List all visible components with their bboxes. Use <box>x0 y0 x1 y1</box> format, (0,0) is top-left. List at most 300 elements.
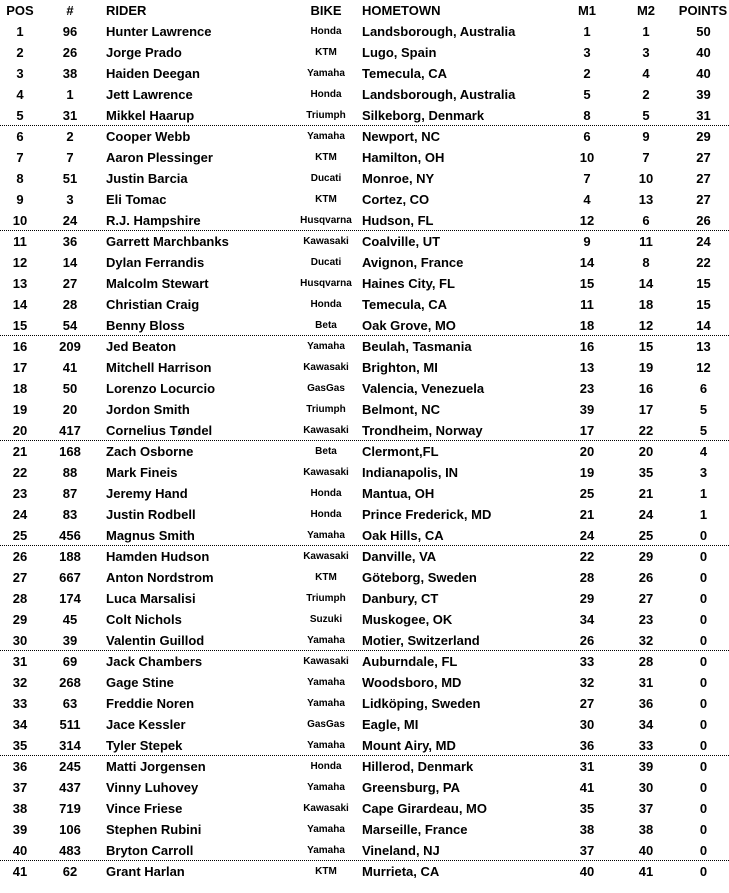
pos-cell: 37 <box>12 780 28 795</box>
number-cell: 83 <box>62 507 78 522</box>
header-row <box>0 0 729 21</box>
bike-cell: KTM <box>315 572 337 583</box>
number-cell: 667 <box>59 570 81 585</box>
bike-cell: Kawasaki <box>303 467 349 478</box>
table-row <box>0 21 729 42</box>
hometown-cell: Eagle, MI <box>362 717 419 732</box>
m1-cell: 26 <box>579 633 595 648</box>
bike-cell: Kawasaki <box>303 803 349 814</box>
hometown-cell: Hillerod, Denmark <box>362 759 474 774</box>
rider-cell: Mikkel Haarup <box>106 108 195 123</box>
hometown-cell: Landsborough, Australia <box>362 24 516 39</box>
m1-cell: 25 <box>579 486 595 501</box>
points-cell: 0 <box>699 633 708 648</box>
points-cell: 3 <box>699 465 708 480</box>
points-cell: 22 <box>696 255 711 270</box>
m1-cell: 37 <box>579 843 595 858</box>
points-cell: 0 <box>699 549 708 564</box>
pos-cell: 15 <box>12 318 28 333</box>
bike-cell: Yamaha <box>307 341 345 352</box>
points-cell: 0 <box>699 591 708 606</box>
points-cell: 0 <box>699 696 708 711</box>
pos-cell: 1 <box>16 24 24 39</box>
bike-cell: Yamaha <box>307 677 345 688</box>
m1-cell: 7 <box>583 171 591 186</box>
table-row <box>0 588 729 609</box>
m2-cell: 30 <box>638 780 654 795</box>
table-row <box>0 357 729 378</box>
m2-cell: 25 <box>638 528 654 543</box>
bike-cell: Yamaha <box>307 740 345 751</box>
number-cell: 2 <box>66 129 74 144</box>
m2-cell: 12 <box>638 318 654 333</box>
rider-cell: Mitchell Harrison <box>106 360 212 375</box>
points-cell: 0 <box>699 801 708 816</box>
bike-cell: Yamaha <box>307 131 345 142</box>
m2-cell: 28 <box>638 654 654 669</box>
table-row <box>0 63 729 84</box>
m1-cell: 13 <box>579 360 595 375</box>
rider-cell: Zach Osborne <box>106 444 194 459</box>
m1-cell: 24 <box>579 528 595 543</box>
points-cell: 50 <box>696 24 711 39</box>
pos-cell: 38 <box>12 801 28 816</box>
points-cell: 0 <box>699 675 708 690</box>
bike-cell: GasGas <box>307 719 345 730</box>
m2-cell: 20 <box>638 444 654 459</box>
m1-cell: 41 <box>579 780 595 795</box>
hometown-cell: Oak Grove, MO <box>362 318 456 333</box>
hometown-cell: Beulah, Tasmania <box>362 339 472 354</box>
bike-cell: Honda <box>310 509 342 520</box>
number-cell: 168 <box>59 444 81 459</box>
number-cell: 417 <box>59 423 81 438</box>
points-cell: 12 <box>696 360 711 375</box>
bike-cell: Yamaha <box>307 824 345 835</box>
header-hometown: HOMETOWN <box>362 3 441 18</box>
rider-cell: Matti Jorgensen <box>106 759 206 774</box>
rider-cell: Jace Kessler <box>106 717 186 732</box>
table-row <box>0 693 729 714</box>
table-row <box>0 735 729 756</box>
rider-cell: Jed Beaton <box>106 339 177 354</box>
pos-cell: 27 <box>12 570 28 585</box>
hometown-cell: Mantua, OH <box>362 486 435 501</box>
hometown-cell: Lidköping, Sweden <box>362 696 481 711</box>
bike-cell: Ducati <box>310 173 342 184</box>
header-m2: M2 <box>636 3 656 18</box>
m1-cell: 2 <box>583 66 591 81</box>
points-cell: 0 <box>699 738 708 753</box>
m2-cell: 22 <box>638 423 654 438</box>
table-row <box>0 84 729 105</box>
bike-cell: Husqvarna <box>300 278 352 289</box>
table-row <box>0 420 729 441</box>
m2-cell: 35 <box>638 465 654 480</box>
m2-cell: 15 <box>638 339 654 354</box>
header-bike: BIKE <box>310 3 342 18</box>
pos-cell: 5 <box>16 108 24 123</box>
hometown-cell: Greensburg, PA <box>362 780 461 795</box>
hometown-cell: Landsborough, Australia <box>362 87 516 102</box>
m2-cell: 31 <box>638 675 654 690</box>
hometown-cell: Danville, VA <box>362 549 437 564</box>
m2-cell: 34 <box>638 717 654 732</box>
points-cell: 5 <box>699 402 708 417</box>
rider-cell: Mark Fineis <box>106 465 178 480</box>
number-cell: 39 <box>62 633 78 648</box>
rider-cell: Justin Rodbell <box>106 507 196 522</box>
pos-cell: 10 <box>12 213 28 228</box>
rider-cell: Vince Friese <box>106 801 183 816</box>
rider-cell: Luca Marsalisi <box>106 591 196 606</box>
rider-cell: Grant Harlan <box>106 864 185 879</box>
bike-cell: Triumph <box>306 404 346 415</box>
number-cell: 45 <box>62 612 78 627</box>
m1-cell: 16 <box>579 339 595 354</box>
points-cell: 0 <box>699 654 708 669</box>
hometown-cell: Motier, Switzerland <box>362 633 480 648</box>
rider-cell: Anton Nordstrom <box>106 570 214 585</box>
points-cell: 40 <box>696 66 711 81</box>
hometown-cell: Newport, NC <box>362 129 440 144</box>
table-row <box>0 651 729 672</box>
hometown-cell: Indianapolis, IN <box>362 465 459 480</box>
pos-cell: 24 <box>12 507 28 522</box>
m2-cell: 36 <box>638 696 654 711</box>
m2-cell: 32 <box>638 633 654 648</box>
points-cell: 27 <box>696 171 711 186</box>
number-cell: 209 <box>59 339 81 354</box>
points-cell: 0 <box>699 612 708 627</box>
bike-cell: Yamaha <box>307 635 345 646</box>
bike-cell: Honda <box>310 488 342 499</box>
hometown-cell: Valencia, Venezuela <box>362 381 485 396</box>
table-body <box>0 21 729 882</box>
rider-cell: Cooper Webb <box>106 129 191 144</box>
table-row <box>0 315 729 336</box>
table-row <box>0 231 729 252</box>
m1-cell: 19 <box>579 465 595 480</box>
m2-cell: 10 <box>638 171 654 186</box>
m1-cell: 12 <box>579 213 595 228</box>
points-cell: 13 <box>696 339 711 354</box>
number-cell: 719 <box>59 801 81 816</box>
bike-cell: KTM <box>315 194 337 205</box>
table-row <box>0 294 729 315</box>
number-cell: 20 <box>62 402 78 417</box>
hometown-cell: Marseille, France <box>362 822 468 837</box>
bike-cell: Yamaha <box>307 698 345 709</box>
table-row <box>0 483 729 504</box>
pos-cell: 14 <box>12 297 28 312</box>
bike-cell: KTM <box>315 866 337 877</box>
hometown-cell: Hudson, FL <box>362 213 434 228</box>
table-row <box>0 189 729 210</box>
hometown-cell: Silkeborg, Denmark <box>362 108 485 123</box>
bike-cell: KTM <box>315 152 337 163</box>
number-cell: 1 <box>66 87 74 102</box>
hometown-cell: Cortez, CO <box>362 192 430 207</box>
pos-cell: 29 <box>12 612 28 627</box>
bike-cell: KTM <box>315 47 337 58</box>
rider-cell: Freddie Noren <box>106 696 195 711</box>
pos-cell: 31 <box>12 654 28 669</box>
m1-cell: 15 <box>579 276 595 291</box>
header-points: POINTS <box>678 3 728 18</box>
bike-cell: Beta <box>315 446 337 457</box>
hometown-cell: Prince Frederick, MD <box>362 507 492 522</box>
bike-cell: Kawasaki <box>303 656 349 667</box>
number-cell: 106 <box>59 822 81 837</box>
pos-cell: 4 <box>16 87 24 102</box>
bike-cell: Kawasaki <box>303 425 349 436</box>
pos-cell: 16 <box>12 339 28 354</box>
m1-cell: 20 <box>579 444 595 459</box>
hometown-cell: Trondheim, Norway <box>362 423 483 438</box>
m2-cell: 13 <box>638 192 654 207</box>
table-row <box>0 630 729 651</box>
m2-cell: 37 <box>638 801 654 816</box>
pos-cell: 36 <box>12 759 28 774</box>
pos-cell: 19 <box>12 402 28 417</box>
number-cell: 69 <box>62 654 78 669</box>
rider-cell: Garrett Marchbanks <box>106 234 229 249</box>
number-cell: 96 <box>62 24 78 39</box>
table-row <box>0 147 729 168</box>
hometown-cell: Hamilton, OH <box>362 150 445 165</box>
points-cell: 5 <box>699 423 708 438</box>
pos-cell: 9 <box>16 192 24 207</box>
table-row <box>0 840 729 861</box>
points-cell: 31 <box>696 108 711 123</box>
m2-cell: 5 <box>642 108 650 123</box>
rider-cell: R.J. Hampshire <box>106 213 201 228</box>
pos-cell: 2 <box>16 45 24 60</box>
pos-cell: 20 <box>12 423 28 438</box>
points-cell: 26 <box>696 213 711 228</box>
hometown-cell: Cape Girardeau, MO <box>362 801 487 816</box>
points-cell: 0 <box>699 864 708 879</box>
hometown-cell: Göteborg, Sweden <box>362 570 477 585</box>
m1-cell: 33 <box>579 654 595 669</box>
rider-cell: Gage Stine <box>106 675 174 690</box>
m2-cell: 9 <box>642 129 650 144</box>
number-cell: 483 <box>59 843 81 858</box>
m1-cell: 27 <box>579 696 595 711</box>
number-cell: 62 <box>62 864 78 879</box>
m1-cell: 34 <box>579 612 595 627</box>
hometown-cell: Murrieta, CA <box>362 864 440 879</box>
hometown-cell: Clermont,FL <box>362 444 439 459</box>
m2-cell: 26 <box>638 570 654 585</box>
points-cell: 29 <box>696 129 711 144</box>
m1-cell: 6 <box>583 129 591 144</box>
m2-cell: 40 <box>638 843 654 858</box>
rider-cell: Jack Chambers <box>106 654 203 669</box>
table-row <box>0 378 729 399</box>
number-cell: 7 <box>66 150 74 165</box>
table-row <box>0 777 729 798</box>
rider-cell: Dylan Ferrandis <box>106 255 205 270</box>
number-cell: 456 <box>59 528 81 543</box>
number-cell: 511 <box>59 717 81 732</box>
bike-cell: Beta <box>315 320 337 331</box>
rider-cell: Christian Craig <box>106 297 200 312</box>
rider-cell: Colt Nichols <box>106 612 182 627</box>
pos-cell: 13 <box>12 276 28 291</box>
number-cell: 50 <box>62 381 78 396</box>
points-cell: 0 <box>699 759 708 774</box>
pos-cell: 40 <box>12 843 28 858</box>
rider-cell: Jordon Smith <box>106 402 190 417</box>
number-cell: 268 <box>59 675 81 690</box>
m2-cell: 39 <box>638 759 654 774</box>
points-cell: 15 <box>696 297 711 312</box>
number-cell: 245 <box>59 759 81 774</box>
number-cell: 314 <box>59 738 81 753</box>
m2-cell: 11 <box>639 234 653 249</box>
points-cell: 0 <box>699 528 708 543</box>
hometown-cell: Lugo, Spain <box>362 45 437 60</box>
m1-cell: 14 <box>579 255 595 270</box>
table-row <box>0 609 729 630</box>
bike-cell: Yamaha <box>307 782 345 793</box>
bike-cell: Honda <box>310 761 342 772</box>
header-rider: RIDER <box>106 3 147 18</box>
m1-cell: 4 <box>583 192 591 207</box>
number-cell: 188 <box>59 549 81 564</box>
hometown-cell: Temecula, CA <box>362 297 448 312</box>
pos-cell: 7 <box>16 150 24 165</box>
table-row <box>0 714 729 735</box>
rider-cell: Haiden Deegan <box>106 66 200 81</box>
m2-cell: 7 <box>642 150 650 165</box>
m1-cell: 30 <box>579 717 595 732</box>
header-m1: M1 <box>577 3 597 18</box>
rider-cell: Cornelius Tøndel <box>106 423 213 438</box>
points-cell: 39 <box>696 87 711 102</box>
m1-cell: 31 <box>579 759 595 774</box>
pos-cell: 26 <box>12 549 28 564</box>
bike-cell: Honda <box>310 26 342 37</box>
bike-cell: Yamaha <box>307 530 345 541</box>
table-row <box>0 525 729 546</box>
m2-cell: 41 <box>638 864 654 879</box>
points-cell: 1 <box>699 486 708 501</box>
m2-cell: 23 <box>638 612 654 627</box>
points-cell: 24 <box>696 234 711 249</box>
m1-cell: 21 <box>579 507 595 522</box>
points-cell: 0 <box>699 780 708 795</box>
pos-cell: 34 <box>12 717 28 732</box>
hometown-cell: Haines City, FL <box>362 276 455 291</box>
m1-cell: 38 <box>579 822 595 837</box>
m2-cell: 33 <box>638 738 654 753</box>
points-cell: 4 <box>699 444 708 459</box>
m1-cell: 23 <box>579 381 595 396</box>
rider-cell: Lorenzo Locurcio <box>106 381 216 396</box>
bike-cell: Honda <box>310 89 342 100</box>
hometown-cell: Oak Hills, CA <box>362 528 444 543</box>
header-pos: POS <box>6 3 34 18</box>
number-cell: 31 <box>62 108 78 123</box>
m1-cell: 11 <box>580 297 594 312</box>
number-cell: 24 <box>62 213 78 228</box>
m1-cell: 18 <box>579 318 595 333</box>
rider-cell: Hamden Hudson <box>106 549 210 564</box>
m2-cell: 38 <box>638 822 654 837</box>
points-cell: 15 <box>696 276 711 291</box>
pos-cell: 30 <box>12 633 28 648</box>
rider-cell: Jeremy Hand <box>106 486 188 501</box>
table-row <box>0 462 729 483</box>
points-cell: 0 <box>699 717 708 732</box>
points-cell: 0 <box>699 843 708 858</box>
rider-cell: Malcolm Stewart <box>106 276 209 291</box>
bike-cell: Husqvarna <box>300 215 352 226</box>
bike-cell: Kawasaki <box>303 236 349 247</box>
pos-cell: 28 <box>12 591 28 606</box>
table-row <box>0 798 729 819</box>
pos-cell: 39 <box>12 822 28 837</box>
table-row <box>0 210 729 231</box>
table-row <box>0 819 729 840</box>
hometown-cell: Coalville, UT <box>362 234 441 249</box>
table-row <box>0 672 729 693</box>
number-cell: 87 <box>62 486 78 501</box>
rider-cell: Magnus Smith <box>106 528 195 543</box>
header-number: # <box>66 3 74 18</box>
hometown-cell: Avignon, France <box>362 255 464 270</box>
m1-cell: 29 <box>579 591 595 606</box>
bike-cell: Yamaha <box>307 68 345 79</box>
bike-cell: Suzuki <box>309 614 343 625</box>
table-row <box>0 756 729 777</box>
pos-cell: 33 <box>12 696 28 711</box>
points-cell: 6 <box>699 381 708 396</box>
hometown-cell: Danbury, CT <box>362 591 439 606</box>
number-cell: 28 <box>62 297 78 312</box>
rider-cell: Jett Lawrence <box>106 87 193 102</box>
m2-cell: 24 <box>638 507 654 522</box>
table-row <box>0 336 729 357</box>
number-cell: 88 <box>62 465 78 480</box>
m2-cell: 2 <box>642 87 650 102</box>
pos-cell: 18 <box>12 381 28 396</box>
m1-cell: 17 <box>579 423 595 438</box>
pos-cell: 21 <box>12 444 28 459</box>
pos-cell: 3 <box>16 66 24 81</box>
pos-cell: 41 <box>12 864 28 879</box>
m1-cell: 32 <box>579 675 595 690</box>
bike-cell: Ducati <box>310 257 342 268</box>
m2-cell: 3 <box>642 45 650 60</box>
points-cell: 27 <box>696 192 711 207</box>
table-row <box>0 504 729 525</box>
pos-cell: 17 <box>12 360 28 375</box>
table-row <box>0 861 729 882</box>
points-cell: 0 <box>699 570 708 585</box>
m1-cell: 39 <box>579 402 595 417</box>
rider-cell: Jorge Prado <box>106 45 182 60</box>
table-row <box>0 168 729 189</box>
number-cell: 38 <box>62 66 78 81</box>
m1-cell: 3 <box>583 45 591 60</box>
number-cell: 437 <box>59 780 81 795</box>
pos-cell: 25 <box>12 528 28 543</box>
rider-cell: Hunter Lawrence <box>106 24 212 39</box>
